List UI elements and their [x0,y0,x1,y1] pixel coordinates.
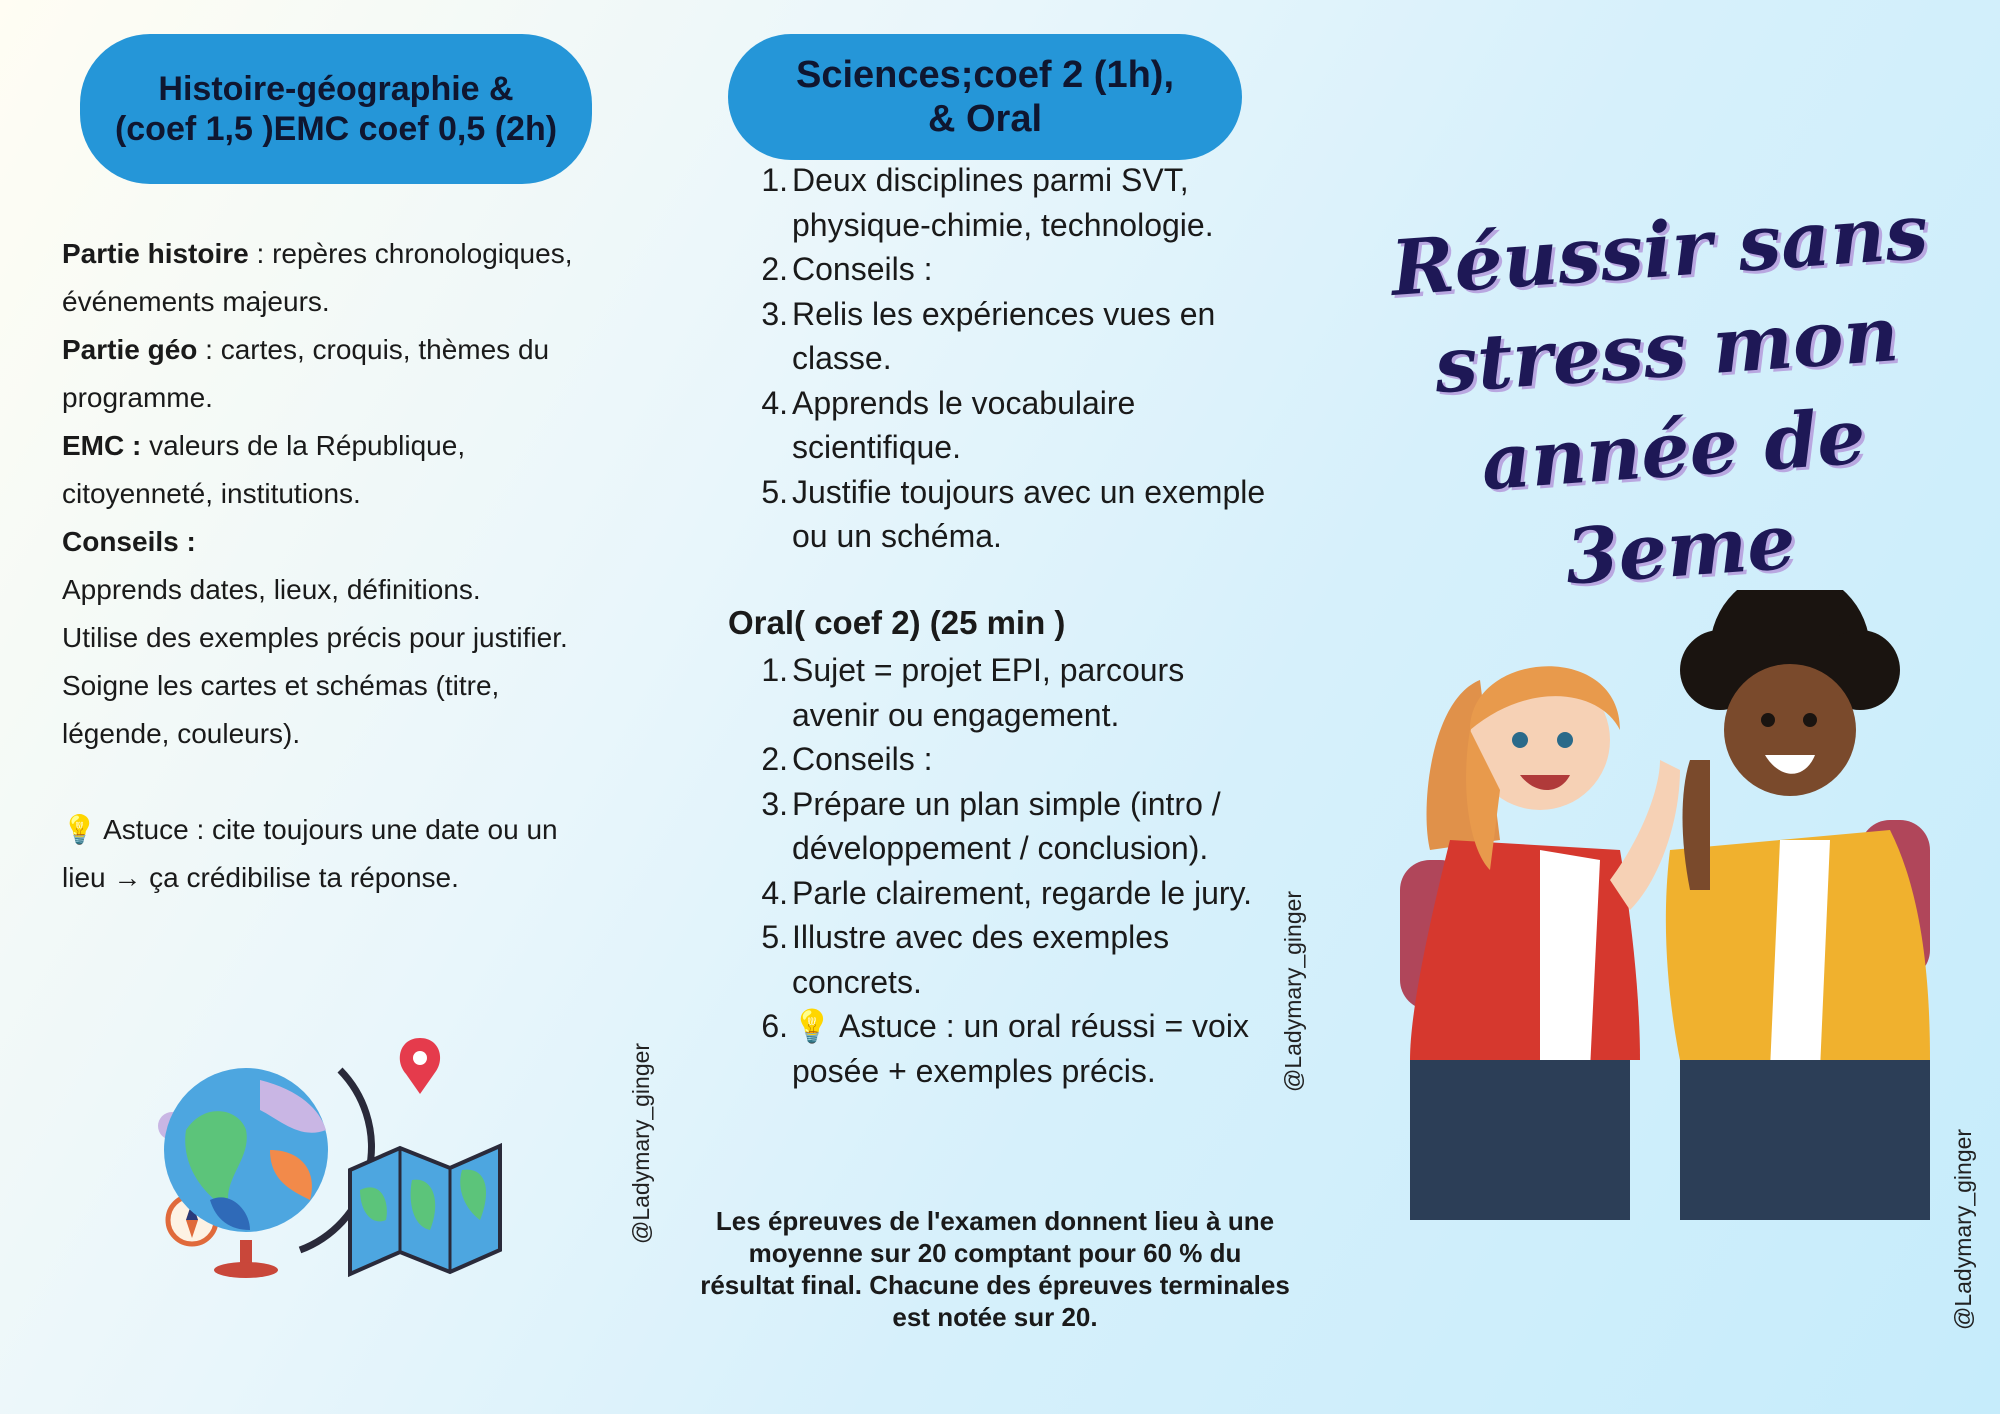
sciences-oral-header [728,34,1242,160]
list-item: 2. Conseils : [761,741,933,777]
folded-map-icon [350,1146,500,1274]
astuce-paragraph: 💡 Astuce : cite toujours une date ou un lieu → ça crédibilise ta réponse. [62,814,558,893]
emc-text: valeurs de la République, citoyenneté, institutions. [62,430,466,509]
conseil-item: Soigne les cartes et schémas (titre, légende, couleurs). [62,670,500,749]
header-line-2: (coef 1,5 )EMC coef 0,5 (2h) [114,110,558,148]
geo-label: Partie géo [62,334,198,365]
oral-title: Oral( coef 2) (25 min ) [728,604,1066,641]
list-item: 4. Apprends le vocabulaire scientifique. [761,384,1136,465]
list-item: 6. 💡 Astuce : un oral réussi = voix posée + exemples précis. [761,1008,1249,1089]
emc-paragraph [62,422,602,518]
title-line-1: Réussir sans [1388,186,1931,314]
watermark-handle: @Ladymary_ginger [1950,1128,1976,1330]
histoire-paragraph [62,230,602,326]
conseil-item: Apprends dates, lieux, définitions. [62,574,481,605]
sciences-list [752,158,1272,559]
list-item: 3. Prépare un plan simple (intro / développement / conclusion). [761,785,1221,866]
student-right-figure [1666,590,1930,1220]
histoire-geo-content [62,230,602,902]
histoire-label: Partie histoire [62,238,249,269]
watermark-handle: @Ladymary_ginger [1280,890,1306,1092]
list-item: 5. Illustre avec des exemples concrets. [761,919,1170,1000]
geo-paragraph [62,326,602,422]
header-line-1: Sciences;coef 2 (1h), [795,54,1175,96]
title-line-2: stress mon [1431,289,1902,411]
student-left-figure [1400,666,1680,1220]
geo-text: : cartes, croquis, thèmes du programme. [62,334,550,413]
exam-note: Les épreuves de l'examen donnent lieu à une moyenne sur 20 comptant pour 60 % du résultat final. Chacune des épreuves terminales est notée sur 20. [700,1206,1290,1332]
header-line-2: & Oral [927,98,1043,140]
title-line-3: année de 3eme [1478,391,1869,602]
list-item: 3. Relis les expériences vues en classe. [761,295,1216,376]
list-item: 5. Justifie toujours avec un exemple ou un schéma. [761,473,1266,554]
histoire-text: : repères chronologiques, événements majeurs. [62,238,573,317]
cover-title [1367,180,1973,619]
map-pin-icon [400,1038,440,1094]
list-item: 4. Parle clairement, regarde le jury. [761,874,1253,911]
list-item: 1. Deux disciplines parmi SVT, physique-chimie, technologie. [761,162,1214,243]
list-item: 1. Sujet = projet EPI, parcours avenir ou engagement. [761,652,1185,733]
histoire-geo-header [80,34,592,184]
conseil-item: Utilise des exemples précis pour justifier. [62,622,568,653]
emc-label: EMC : [62,430,142,461]
conseils-label: Conseils : [62,526,196,557]
oral-list [752,648,1272,1093]
list-item: 2. Conseils : [761,251,933,287]
students-high-five-illustration [1390,590,1950,1220]
header-line-1: Histoire-géographie & [158,70,514,108]
globe-icon [164,1068,371,1278]
watermark-handle: @Ladymary_ginger [628,1042,654,1244]
globe-map-illustration [150,1030,510,1290]
